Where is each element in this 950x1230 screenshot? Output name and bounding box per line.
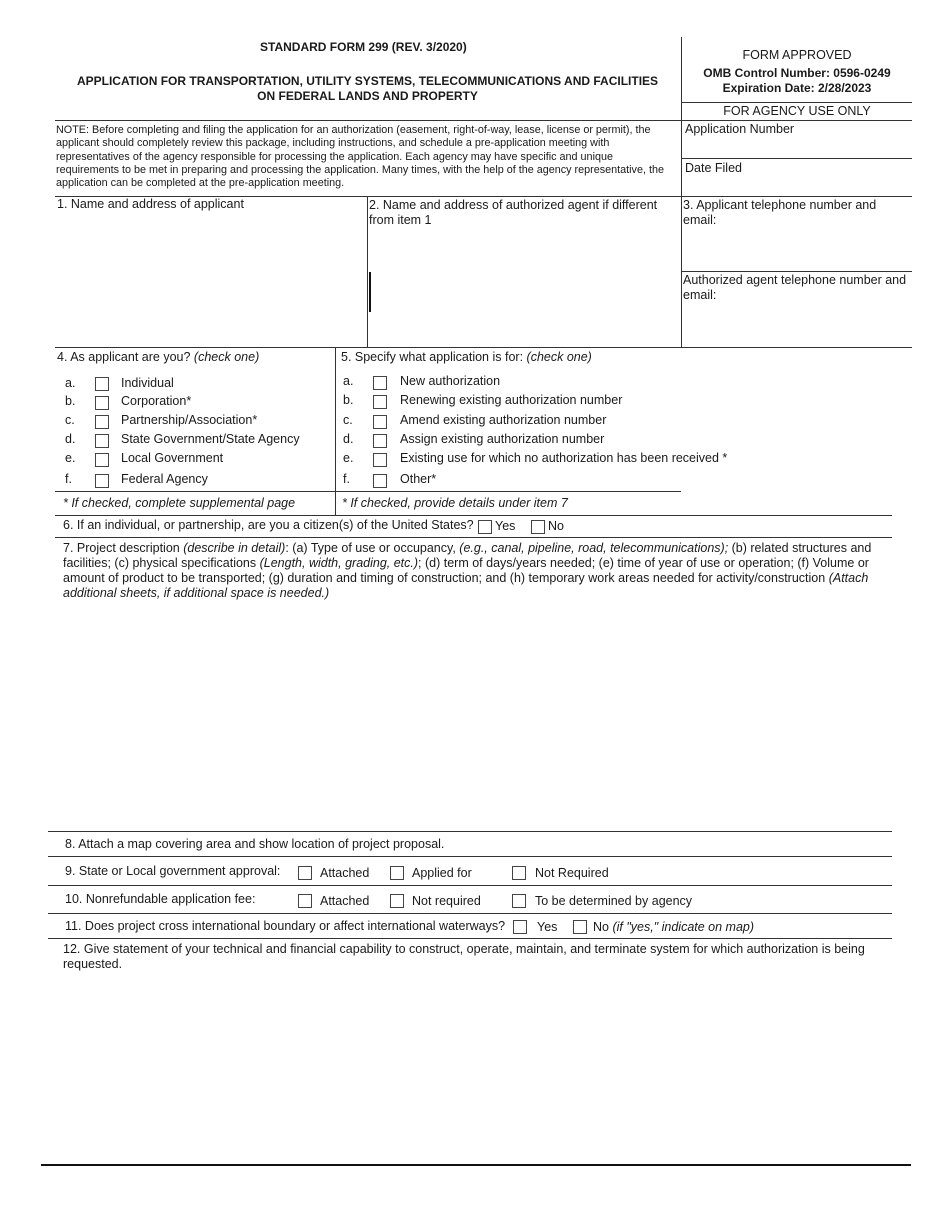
state-government-label: State Government/State Agency [121, 432, 300, 446]
renewing-checkbox[interactable] [373, 395, 387, 409]
item2-label: 2. Name and address of authorized agent if different from item 1 [369, 198, 658, 227]
item5-letter-d: d. [343, 432, 354, 446]
item1-label: 1. Name and address of applicant [57, 197, 244, 211]
federal-agency-label: Federal Agency [121, 472, 208, 486]
item12-label: 12. Give statement of your technical and financial capability to construct, operate, maintain, and terminate system for which authorization is being requested. [63, 942, 865, 971]
assign-label: Assign existing authorization number [400, 432, 605, 446]
fee-tbd-checkbox[interactable] [512, 894, 526, 908]
agency-use-heading: FOR AGENCY USE ONLY [723, 104, 871, 118]
application-number-label: Application Number [685, 122, 795, 136]
form-number: STANDARD FORM 299 (REV. 3/2020) [260, 40, 467, 54]
omb-control-number: OMB Control Number: 0596-0249 [703, 66, 891, 80]
intl-boundary-no-label: No (if "yes," indicate on map) [593, 920, 755, 934]
existing-use-label: Existing use for which no authorization has been received * [400, 451, 728, 465]
fee-not-required-label: Not required [412, 894, 481, 908]
corporation-checkbox[interactable] [95, 396, 109, 410]
gov-approval-applied-checkbox[interactable] [390, 866, 404, 880]
date-filed-label: Date Filed [685, 161, 742, 175]
divider [48, 938, 892, 939]
item10-label: 10. Nonrefundable application fee: [65, 892, 256, 906]
expiration-date: Expiration Date: 2/28/2023 [722, 81, 872, 95]
item5-letter-b: b. [343, 393, 354, 407]
item5-letter-a: a. [343, 374, 354, 388]
project-description-field[interactable] [56, 605, 891, 827]
item7-description: 7. Project description (describe in detail): (a) Type of use or occupancy, (e.g., canal, pipeline, road, telecommunications); (b) related structures and facilities; (c) physical specifications (Length, width, grading, etc.); (d) term of days/years needed; (e) time of year of use or operation; (f) Volume or amount of product to be transported; (g) duration and timing of construction; and (h) temporary work areas needed for activity/construction (Attach additional sheets, if additional space is needed.) [63, 541, 872, 600]
applicant-phone-email-field[interactable] [682, 230, 911, 268]
form-title-line1: APPLICATION FOR TRANSPORTATION, UTILITY SYSTEMS, TELECOMMUNICATIONS AND FACILITIES [76, 74, 659, 88]
divider [681, 102, 912, 103]
corporation-label: Corporation* [121, 394, 192, 408]
fee-tbd-label: To be determined by agency [535, 894, 693, 908]
federal-agency-checkbox[interactable] [95, 474, 109, 488]
fee-attached-label: Attached [320, 894, 370, 908]
item9-label: 9. State or Local government approval: [65, 864, 281, 878]
item4-label: 4. As applicant are you? (check one) [57, 350, 260, 364]
divider [367, 196, 368, 348]
divider [55, 347, 912, 348]
agent-name-address-field[interactable] [370, 230, 679, 344]
citizen-no-label: No [548, 519, 564, 533]
date-filed-field[interactable] [682, 176, 911, 196]
agent-phone-email-field[interactable] [682, 304, 911, 344]
divider [681, 271, 912, 272]
state-government-checkbox[interactable] [95, 434, 109, 448]
item4-letter-f: f. [65, 472, 72, 486]
fee-not-required-checkbox[interactable] [390, 894, 404, 908]
gov-approval-attached-label: Attached [320, 866, 370, 880]
divider [681, 120, 912, 121]
individual-label: Individual [121, 376, 174, 390]
new-authorization-checkbox[interactable] [373, 376, 387, 390]
citizen-yes-checkbox[interactable] [478, 520, 492, 534]
intl-boundary-yes-checkbox[interactable] [513, 920, 527, 934]
gov-approval-applied-label: Applied for [412, 866, 472, 880]
amend-checkbox[interactable] [373, 415, 387, 429]
renewing-label: Renewing existing authorization number [400, 393, 623, 407]
divider [681, 158, 912, 159]
assign-checkbox[interactable] [373, 434, 387, 448]
local-government-checkbox[interactable] [95, 453, 109, 467]
divider [55, 537, 892, 538]
divider [48, 885, 892, 886]
divider [48, 856, 892, 857]
citizen-yes-label: Yes [495, 519, 516, 533]
application-number-field[interactable] [682, 137, 911, 157]
gov-approval-attached-checkbox[interactable] [298, 866, 312, 880]
item5-footnote: * If checked, provide details under item 7 [342, 496, 568, 510]
item11-label: 11. Does project cross international boundary or affect international waterways? [65, 919, 506, 933]
item4-letter-e: e. [65, 451, 76, 465]
divider [48, 913, 892, 914]
divider [55, 515, 892, 516]
existing-use-checkbox[interactable] [373, 453, 387, 467]
citizen-no-checkbox[interactable] [531, 520, 545, 534]
new-authorization-label: New authorization [400, 374, 501, 388]
divider [335, 491, 681, 492]
gov-approval-not-required-label: Not Required [535, 866, 609, 880]
item8-label: 8. Attach a map covering area and show location of project proposal. [65, 837, 445, 851]
capability-statement-field[interactable] [56, 975, 891, 1160]
individual-checkbox[interactable] [95, 377, 109, 391]
item4-letter-d: d. [65, 432, 76, 446]
form-approved: FORM APPROVED [742, 48, 852, 62]
fee-attached-checkbox[interactable] [298, 894, 312, 908]
partnership-checkbox[interactable] [95, 415, 109, 429]
divider [48, 831, 892, 832]
partnership-label: Partnership/Association* [121, 413, 258, 427]
item5-letter-c: c. [343, 413, 353, 427]
item5-label: 5. Specify what application is for: (check one) [341, 350, 592, 364]
intl-boundary-yes-label: Yes [537, 920, 558, 934]
amend-label: Amend existing authorization number [400, 413, 607, 427]
item4-footnote: * If checked, complete supplemental page [63, 496, 296, 510]
gov-approval-not-required-checkbox[interactable] [512, 866, 526, 880]
other-checkbox[interactable] [373, 474, 387, 488]
bottom-rule [41, 1164, 911, 1166]
form-title-line2: ON FEDERAL LANDS AND PROPERTY [257, 89, 478, 103]
intl-boundary-no-checkbox[interactable] [573, 920, 587, 934]
divider [55, 491, 335, 492]
divider [55, 120, 681, 121]
divider [335, 347, 336, 515]
item3-label: 3. Applicant telephone number and email: [683, 198, 877, 227]
note-text: NOTE: Before completing and filing the application for an authorization (easement, right-of-way, lease, license or permit), the applicant should completely review this package, including instructions, and schedule a pre-application meeting with representatives of the agency responsible for processing the application. Each agency may have specific and unique requirements to be met in preparing and processing the application. Many times, with the help of the agency representative, the application can be completed at the pre-application meeting. [56, 124, 664, 190]
agent-contact-label: Authorized agent telephone number and email: [683, 273, 907, 302]
item6-label: 6. If an individual, or partnership, are you a citizen(s) of the United States? [63, 518, 474, 532]
local-government-label: Local Government [121, 451, 224, 465]
item5-letter-e: e. [343, 451, 354, 465]
applicant-name-address-field[interactable] [56, 214, 366, 344]
item5-letter-f: f. [343, 472, 350, 486]
item4-letter-a: a. [65, 376, 76, 390]
item4-letter-c: c. [65, 413, 75, 427]
other-label: Other* [400, 472, 437, 486]
item4-letter-b: b. [65, 394, 76, 408]
